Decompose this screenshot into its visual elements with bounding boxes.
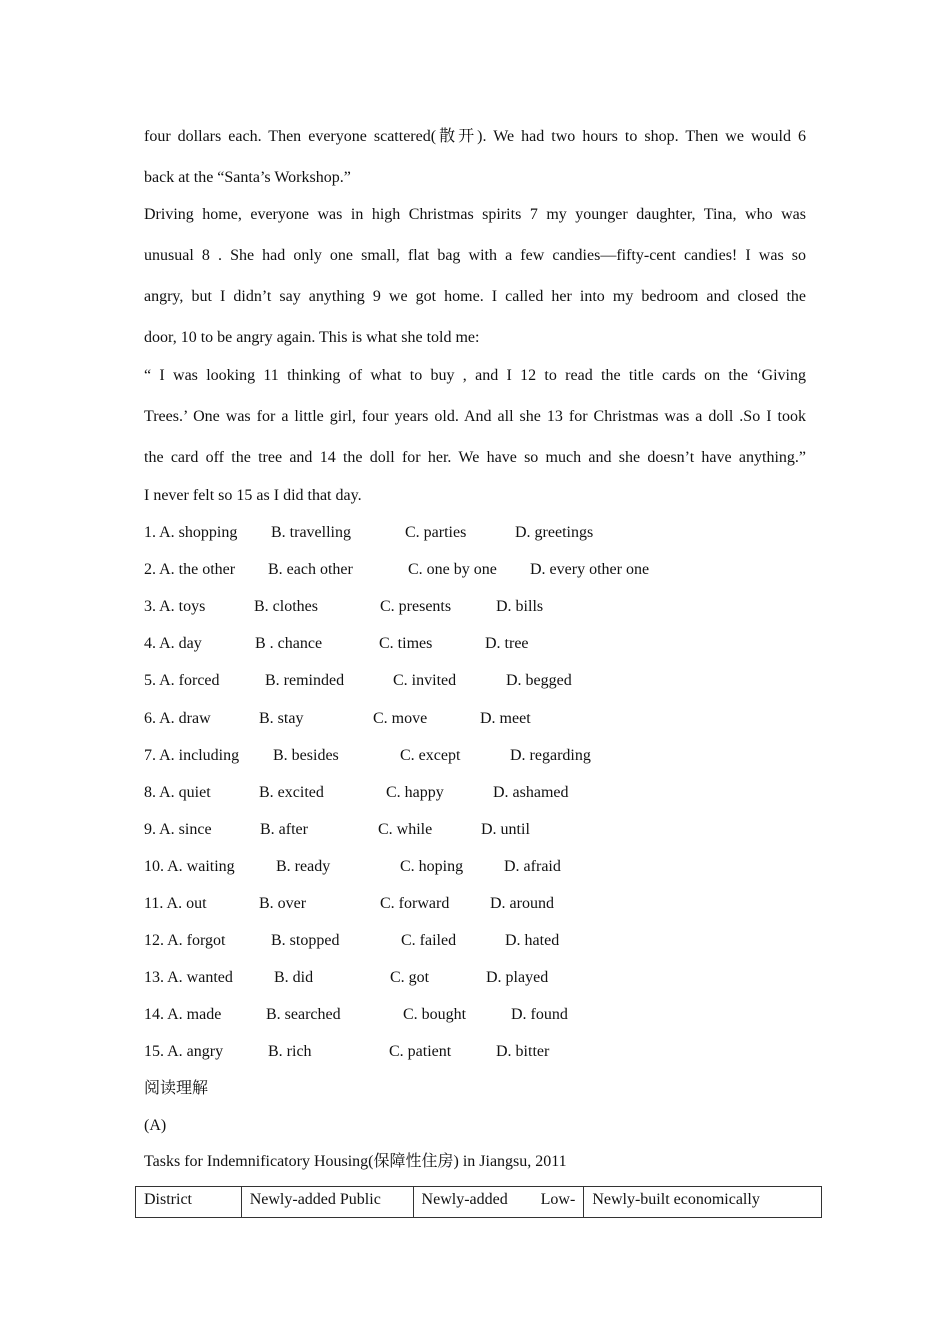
option-c: C. forward [380, 895, 450, 912]
option-c: C. patient [389, 1043, 452, 1061]
option-a: 11. A. out [144, 895, 207, 912]
option-a: 10. A. waiting [144, 857, 235, 875]
question-row [144, 1005, 806, 1025]
option-a: 2. A. the other [144, 561, 236, 579]
option-d: D. regarding [510, 746, 591, 764]
option-b: B. reminded [265, 672, 345, 690]
option-c: C. except [400, 746, 461, 764]
option-c: C. presents [380, 598, 452, 616]
option-b: B. each other [268, 561, 353, 579]
passage-line: door, 10 to be angry again. This is what she told me: [144, 329, 480, 346]
option-a: 13. A. wanted [144, 969, 233, 987]
option-c: C. move [373, 709, 428, 727]
option-b: B . chance [255, 635, 323, 653]
option-b: B. excited [259, 783, 324, 801]
table-header-cell: Newly-added Public [241, 1187, 413, 1218]
option-b: B. stopped [271, 932, 340, 950]
table-header-cell: District [136, 1187, 242, 1218]
option-c: C. parties [405, 524, 467, 541]
option-d: D. around [490, 895, 554, 912]
option-c: C. invited [393, 672, 457, 690]
passage-line: angry, but I didn’t say anything 9 we got home. I called her into my bedroom and closed the [144, 288, 806, 305]
option-b: B. travelling [271, 524, 351, 541]
option-c: C. got [390, 969, 430, 987]
option-c: C. hoping [400, 857, 464, 875]
table-header-row [136, 1187, 822, 1218]
table-header-cell [413, 1187, 584, 1218]
question-row [144, 783, 806, 803]
question-row [144, 560, 806, 580]
question-row [144, 1042, 806, 1062]
option-a: 3. A. toys [144, 598, 206, 616]
option-d: D. until [481, 820, 530, 838]
question-row [144, 634, 806, 654]
passage-line: four dollars each. Then everyone scattered(散开). We had two hours to shop. Then we would 6 [144, 128, 806, 145]
option-b: B. besides [273, 746, 339, 764]
option-c: C. happy [386, 783, 444, 801]
option-a: 9. A. since [144, 820, 212, 838]
passage-line: “ I was looking 11 thinking of what to buy , and I 12 to read the title cards on the ‘Giving [144, 367, 806, 384]
question-row [144, 820, 806, 840]
passage-line: unusual 8 . She had only one small, flat bag with a few candies—fifty-cent candies! I was so [144, 247, 806, 264]
table-header-cell: Newly-built economically [584, 1187, 822, 1218]
section-title: 阅读理解 [144, 1080, 209, 1097]
passage-line: the card off the tree and 14 the doll for her. We have so much and she doesn’t have anything.” [144, 449, 806, 466]
option-b: B. ready [276, 857, 331, 875]
option-b: B. rich [268, 1043, 312, 1061]
option-b: B. stay [259, 709, 304, 727]
housing-table [135, 1186, 822, 1218]
question-row [144, 894, 806, 914]
option-b: B. clothes [254, 598, 318, 616]
option-d: D. ashamed [493, 783, 569, 801]
option-a: 15. A. angry [144, 1043, 224, 1061]
question-row [144, 671, 806, 691]
option-c: C. one by one [408, 561, 497, 579]
option-b: B. after [260, 820, 308, 838]
passage-line: back at the “Santa’s Workshop.” [144, 169, 351, 186]
passage-line: I never felt so 15 as I did that day. [144, 487, 362, 504]
option-d: D. bitter [496, 1043, 550, 1061]
table-caption: Tasks for Indemnificatory Housing(保障性住房) in Jiangsu, 2011 [144, 1153, 567, 1170]
option-d: D. found [511, 1006, 568, 1024]
question-row [144, 597, 806, 617]
question-row [144, 857, 806, 877]
question-row [144, 709, 806, 729]
question-row [144, 931, 806, 951]
option-d: D. bills [496, 598, 544, 616]
option-b: B. over [259, 895, 307, 912]
option-b: B. searched [266, 1006, 341, 1024]
option-d: D. meet [480, 709, 531, 727]
option-a: 1. A. shopping [144, 524, 238, 541]
table-header-text: Newly-added [421, 1191, 508, 1208]
option-a: 6. A. draw [144, 709, 211, 727]
option-c: C. bought [403, 1006, 467, 1024]
option-a: 14. A. made [144, 1006, 222, 1024]
option-d: D. hated [505, 932, 560, 950]
option-c: C. failed [401, 932, 457, 950]
part-label: (A) [144, 1117, 167, 1134]
passage-line: Trees.’ One was for a little girl, four years old. And all she 13 for Christmas was a doll .So I took [144, 408, 806, 425]
table-header-text: Low- [540, 1191, 576, 1208]
option-d: D. afraid [504, 857, 561, 875]
option-a: 7. A. including [144, 746, 240, 764]
option-d: D. played [486, 969, 549, 987]
question-row [144, 968, 806, 988]
option-a: 5. A. forced [144, 672, 220, 690]
option-d: D. tree [485, 635, 529, 653]
option-a: 4. A. day [144, 635, 202, 653]
option-c: C. while [378, 820, 433, 838]
option-a: 8. A. quiet [144, 783, 211, 801]
option-a: 12. A. forgot [144, 932, 226, 950]
question-row [144, 746, 806, 766]
option-d: D. begged [506, 672, 572, 690]
option-c: C. times [379, 635, 433, 653]
option-d: D. every other one [530, 561, 650, 579]
passage-line: Driving home, everyone was in high Christmas spirits 7 my younger daughter, Tina, who was [144, 206, 806, 223]
question-row [144, 523, 806, 543]
option-d: D. greetings [515, 524, 594, 541]
option-b: B. did [274, 969, 314, 987]
